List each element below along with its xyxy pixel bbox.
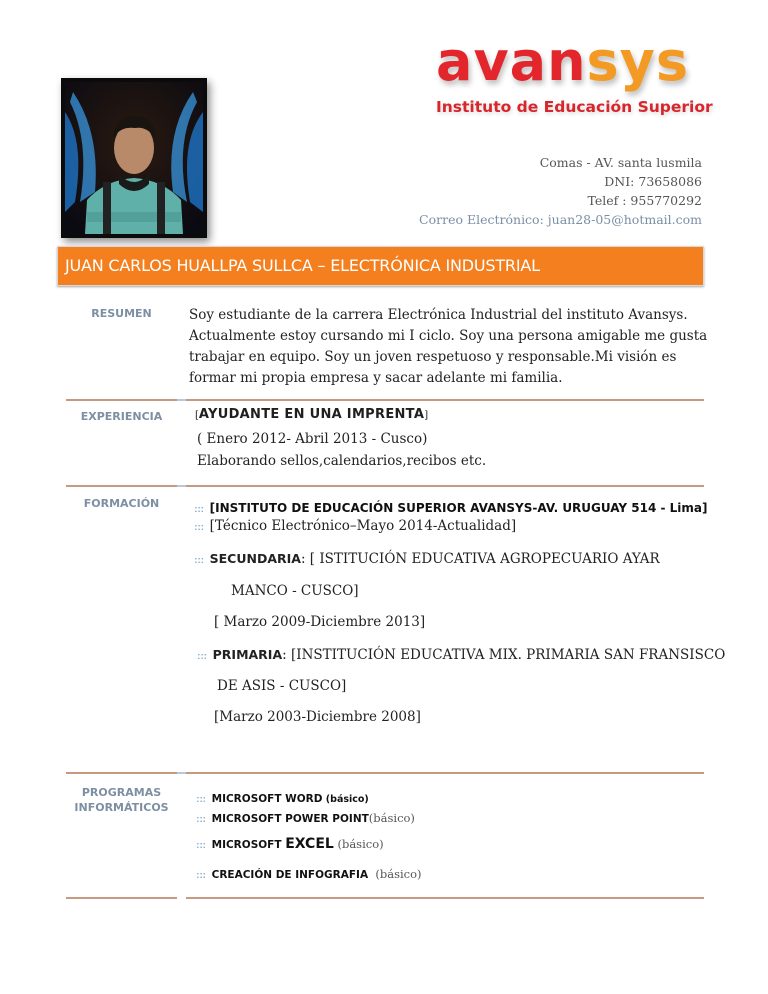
institute-logo [430, 30, 713, 136]
software-name: CREACIÓN DE INFOGRAFIA [211, 869, 369, 881]
bullet-icon: ::: [196, 838, 206, 851]
divider [66, 897, 177, 899]
resumen-line: formar mi propia empresa y sacar adelante mi familia. [189, 370, 563, 386]
software-name: MICROSOFT POWER POINT [211, 813, 369, 825]
resumen-text [189, 305, 707, 389]
section-label-programas [66, 785, 177, 815]
software-item [196, 807, 415, 826]
divider [66, 485, 177, 487]
education-institution: [INSTITUTO DE EDUCACIÓN SUPERIOR AVANSYS-AV. URUGUAY 514 - Lima] [209, 501, 708, 515]
divider [186, 485, 704, 487]
secundaria-period: [ Marzo 2009-Diciembre 2013] [214, 614, 426, 630]
secundaria-label: SECUNDARIA [209, 551, 301, 566]
bullet-icon: ::: [196, 812, 206, 825]
bracket: [ [195, 410, 199, 421]
name-banner [57, 246, 704, 286]
resumen-line: trabajar en equipo. Soy un joven respetuoso y responsable.Mi visión es [189, 349, 677, 365]
logo-tagline: Instituto de Educación Superior [436, 98, 713, 116]
software-item [196, 833, 384, 852]
name-title: JUAN CARLOS HUALLPA SULLCA – ELECTRÓNICA INDUSTRIAL [65, 256, 540, 275]
experience-period: ( Enero 2012- Abril 2013 - Cusco) [197, 431, 428, 447]
bullet-icon: ::: [194, 520, 204, 533]
profile-photo [61, 78, 207, 238]
section-label-formacion: FORMACIÓN [83, 497, 160, 510]
bullet-icon: ::: [194, 502, 204, 515]
software-level: (básico) [322, 794, 369, 805]
software-name-emphasis: EXCEL [285, 836, 334, 852]
software-name: MICROSOFT WORD [211, 793, 323, 805]
primaria-period: [Marzo 2003-Diciembre 2008] [214, 709, 421, 725]
divider [177, 485, 186, 487]
secundaria-institution-cont: MANCO - CUSCO] [231, 583, 359, 599]
contact-info [419, 153, 702, 229]
software-item [196, 863, 422, 882]
contact-dni: DNI: 73658086 [604, 174, 702, 189]
education-primaria [197, 644, 725, 666]
education-degree-text: [Técnico Electrónico–Mayo 2014-Actualidad] [209, 518, 517, 534]
bullet-icon: ::: [196, 792, 206, 805]
divider [186, 399, 704, 401]
primaria-institution-cont: DE ASIS - CUSCO] [217, 678, 347, 694]
software-name: MICROSOFT [211, 839, 286, 851]
logo-word-part1: avan [436, 30, 587, 93]
resumen-line: Actualmente estoy cursando mi I ciclo. Soy una persona amigable me gusta [189, 328, 708, 344]
education-degree [194, 516, 516, 537]
resumen-line: Soy estudiante de la carrera Electrónica Industrial del instituto Avansys. [189, 307, 688, 323]
software-level: (básico) [333, 837, 384, 851]
software-level: (básico) [368, 867, 422, 881]
education-secundaria [194, 548, 660, 570]
divider [186, 772, 704, 774]
experience-title [195, 406, 428, 422]
logo-word-part2: sys [586, 30, 690, 93]
section-label-experiencia: EXPERIENCIA [80, 410, 163, 423]
bullet-icon: ::: [197, 649, 207, 662]
divider [177, 399, 186, 401]
divider [177, 772, 186, 774]
primaria-label: PRIMARIA [212, 647, 283, 662]
experience-job-title: AYUDANTE EN UNA IMPRENTA [198, 407, 425, 422]
software-level: (básico) [368, 811, 415, 825]
secundaria-institution: : [ ISTITUCIÓN EDUCATIVA AGROPECUARIO AYAR [300, 551, 660, 567]
primaria-institution: : [INSTITUCIÓN EDUCATIVA MIX. PRIMARIA SAN FRANSISCO [282, 647, 726, 663]
contact-phone: Telef : 955770292 [587, 193, 702, 208]
bracket: ] [424, 410, 429, 421]
contact-email[interactable]: Correo Electrónico: juan28-05@hotmail.com [419, 212, 702, 227]
bullet-icon: ::: [194, 553, 204, 566]
label-line: INFORMÁTICOS [74, 801, 169, 814]
education-superior [194, 497, 708, 516]
software-item [196, 787, 369, 806]
divider [186, 897, 704, 899]
contact-address: Comas - AV. santa lusmila [539, 155, 702, 170]
label-line: PROGRAMAS [81, 786, 162, 799]
divider [66, 772, 177, 774]
section-label-resumen: RESUMEN [91, 307, 152, 320]
divider [66, 399, 177, 401]
bullet-icon: ::: [196, 868, 206, 881]
experience-description: Elaborando sellos,calendarios,recibos etc. [197, 453, 487, 469]
logo-wordmark [436, 30, 689, 93]
person-photo-icon [65, 82, 203, 234]
